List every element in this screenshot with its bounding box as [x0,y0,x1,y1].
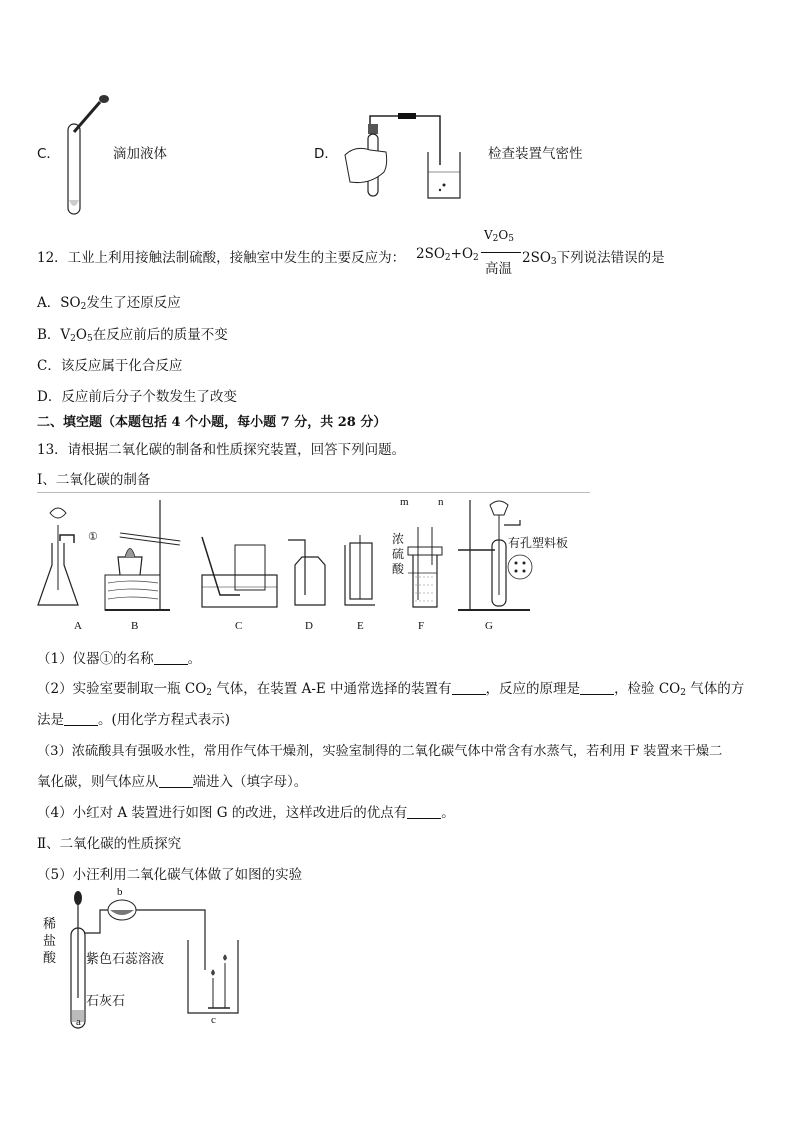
dropper-test-tube-figure [60,92,120,217]
sub5: （5）小汪利用二氧化碳气体做了如图的实验 [37,867,303,883]
q12-equation: $2SO_2+O_2$ [416,246,479,263]
part2-title: Ⅱ、二氧化碳的性质探究 [37,836,182,852]
q13-stem: 13．请根据二氧化碳的制备和性质探究装置，回答下列问题。 [37,442,406,458]
q12-option-c: C．该反应属于化合反应 [37,358,183,374]
q12-option-a: A．$SO_2$发生了还原反应 [37,295,181,312]
q12-condition: 高温 [485,261,512,277]
sub3-line1: （3）浓硫酸具有强吸水性，常用作气体干燥剂，实验室制得的二氧化碳气体中常含有水蒸气，若利用 F 装置来干燥二 [37,744,723,759]
label-m: m [400,496,409,508]
sub1: （1）仪器①的名称 。 [37,651,202,667]
label-c: C [235,620,243,632]
apparatus-b [105,500,180,610]
label-b: B [131,620,139,632]
label-d: D [305,620,313,632]
q12-catalyst: $V_2O_5$ [484,228,514,244]
q12-stem: 12．工业上利用接触法制硫酸，接触室中发生的主要反应为： [37,250,406,266]
option-c-letter: C． [37,146,60,162]
label-circle1: ① [88,531,98,543]
fig2-acid-label: 稀 盐 酸 [43,917,57,966]
apparatus-a [38,508,78,605]
fig2-limestone-label: 石灰石 [86,994,126,1009]
sub3-line2: 氧化碳，则气体应从 端进入（填字母）。 [37,774,308,790]
q12-option-d: D．反应前后分子个数发生了改变 [37,389,237,405]
apparatus-f [408,527,442,607]
airtightness-check-figure [340,110,470,205]
sub4: （4）小红对 A 装置进行如图 G 的改进，这样改进后的优点有 。 [37,805,455,821]
apparatus-figure [30,495,590,635]
label-acid-f: 浓 硫 酸 [392,532,405,576]
q12-option-b: B．$V_2O_5$在反应前后的质量不变 [37,327,228,344]
label-a: A [74,620,82,632]
sub2-line1: （2）实验室要制取一瓶 $CO_2$ 气体，在装置 A-E 中通常选择的装置有 ，反应的原理是 ，检验 $CO_2$ 气体的方 [37,681,745,698]
apparatus-g [458,500,532,610]
section-heading: 二、填空题（本题包括 4 个小题，每小题 7 分，共 28 分） [37,415,387,430]
label-f: F [418,620,425,632]
apparatus-d [288,540,325,605]
option-d-text: 检查装置气密性 [488,146,583,162]
apparatus-e [345,535,375,605]
fig2-label-a: a [76,1016,81,1028]
option-c-text: 滴加液体 [113,146,167,162]
option-d-letter: D． [314,146,338,162]
divider [37,492,590,493]
part1-title: Ⅰ、二氧化碳的制备 [37,472,151,488]
q12-product: $2SO_3$下列说法错误的是 [522,250,665,267]
label-e: E [357,620,364,632]
fig2-label-c: c [211,1014,216,1026]
sub2-line2: 法是 。(用化学方程式表示) [37,712,231,728]
label-n: n [438,496,444,508]
fig2-label-b: b [117,886,123,898]
apparatus-c [202,537,277,607]
label-plate: 有孔塑料板 [508,536,569,550]
fig2-litmus-label: 紫色石蕊溶液 [86,952,165,967]
reaction-arrow-line [481,252,521,253]
label-g: G [485,620,493,632]
